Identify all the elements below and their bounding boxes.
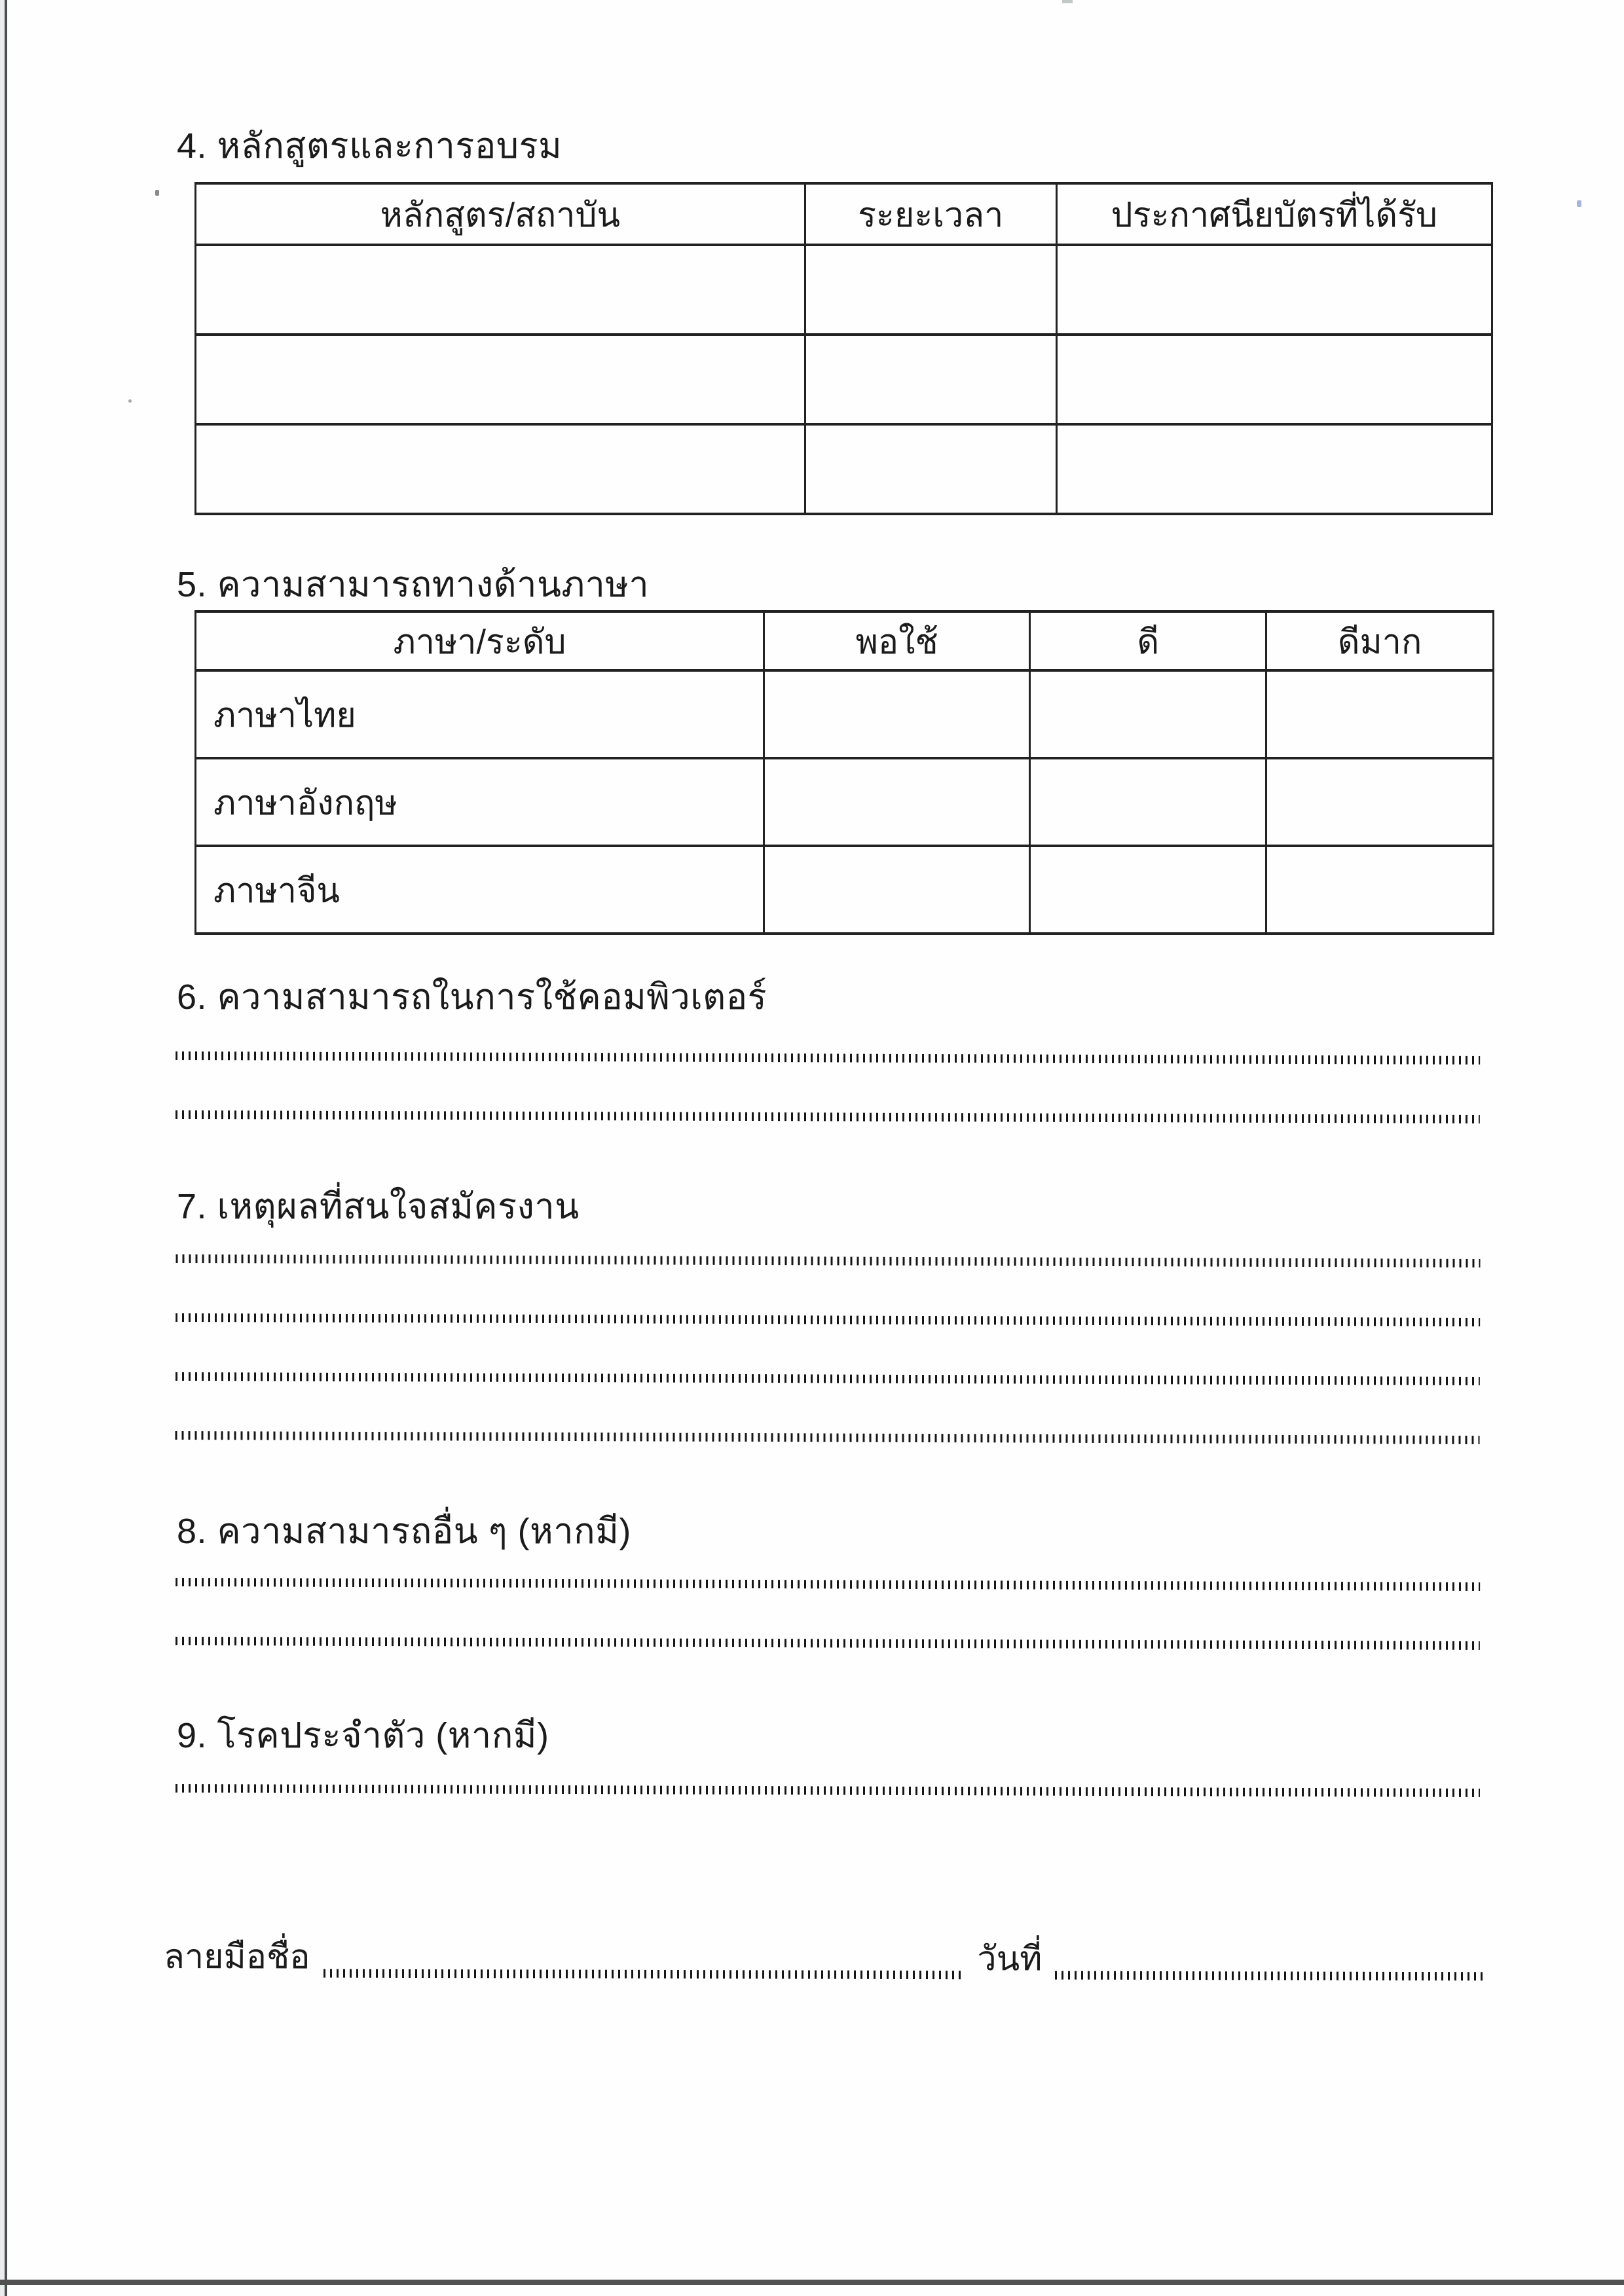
table-cell bbox=[764, 670, 1030, 758]
table-cell bbox=[1056, 335, 1492, 424]
section-9-writing-lines bbox=[175, 1784, 1480, 1797]
table-cell bbox=[1030, 846, 1266, 934]
dotted-writing-line bbox=[175, 1051, 1480, 1065]
table-row-chinese bbox=[196, 846, 1494, 934]
section-7-heading: 7. เหตุผลที่สนใจสมัครงาน bbox=[177, 1187, 580, 1226]
section-5-heading: 5. ความสามารถทางด้านภาษา bbox=[177, 565, 650, 604]
signature-row bbox=[164, 1929, 1486, 1986]
row-label-chinese: ภาษาจีน bbox=[196, 846, 764, 934]
scan-edge-bottom-line bbox=[0, 2280, 1624, 2285]
table-cell bbox=[196, 245, 805, 335]
section-8-heading: 8. ความสามารถอื่น ๆ (หากมี) bbox=[177, 1512, 631, 1551]
dotted-writing-line bbox=[175, 1637, 1480, 1650]
column-header-certificate: ประกาศนียบัตรที่ได้รับ bbox=[1056, 183, 1492, 245]
signature-label: ลายมือชื่อ bbox=[163, 1938, 310, 1977]
section-9-heading: 9. โรคประจำตัว (หากมี) bbox=[177, 1716, 549, 1755]
table-cell bbox=[805, 335, 1056, 424]
date-label: วันที่ bbox=[977, 1940, 1043, 1978]
table-cell bbox=[1030, 670, 1266, 758]
table-cell bbox=[764, 846, 1030, 934]
dotted-writing-line bbox=[175, 1254, 1480, 1267]
table-cell bbox=[805, 424, 1056, 514]
table-cell bbox=[1266, 758, 1494, 846]
scan-tick-top bbox=[1062, 0, 1073, 3]
section-8-writing-lines bbox=[175, 1578, 1480, 1650]
table-row bbox=[196, 245, 1492, 335]
training-table-header-row bbox=[196, 183, 1492, 245]
language-table bbox=[194, 610, 1494, 935]
signature-dotted-line bbox=[323, 1969, 961, 1980]
table-row bbox=[196, 335, 1492, 424]
column-header-language-level: ภาษา/ระดับ bbox=[196, 611, 764, 670]
table-cell bbox=[1056, 424, 1492, 514]
table-cell bbox=[196, 335, 805, 424]
dotted-writing-line bbox=[175, 1578, 1480, 1591]
dotted-writing-line bbox=[175, 1313, 1480, 1326]
table-cell bbox=[1056, 245, 1492, 335]
table-cell bbox=[196, 424, 805, 514]
table-row bbox=[196, 424, 1492, 514]
section-6-writing-lines bbox=[175, 1051, 1480, 1123]
scan-speck bbox=[155, 190, 159, 196]
table-cell bbox=[1266, 670, 1494, 758]
column-header-fair: พอใช้ bbox=[764, 611, 1030, 670]
column-header-very-good: ดีมาก bbox=[1266, 611, 1494, 670]
column-header-course-institute: หลักสูตร/สถาบัน bbox=[196, 183, 805, 245]
scan-edge-left-pale bbox=[0, 0, 5, 2296]
table-row-english bbox=[196, 758, 1494, 846]
dotted-writing-line bbox=[175, 1784, 1480, 1797]
table-cell bbox=[764, 758, 1030, 846]
table-cell bbox=[1266, 846, 1494, 934]
dotted-writing-line bbox=[175, 1372, 1480, 1385]
section-4-heading: 4. หลักสูตรและการอบรม bbox=[177, 126, 563, 166]
language-table-header-row bbox=[196, 611, 1494, 670]
scan-edge-left-line bbox=[5, 0, 7, 2296]
row-label-thai: ภาษาไทย bbox=[196, 670, 764, 758]
row-label-english: ภาษาอังกฤษ bbox=[196, 758, 764, 846]
dotted-writing-line bbox=[175, 1110, 1480, 1123]
date-dotted-line bbox=[1055, 1971, 1486, 1981]
table-cell bbox=[805, 245, 1056, 335]
training-table bbox=[194, 182, 1493, 515]
table-row-thai bbox=[196, 670, 1494, 758]
table-cell bbox=[1030, 758, 1266, 846]
scan-speck bbox=[1577, 200, 1581, 207]
column-header-good: ดี bbox=[1030, 611, 1266, 670]
section-7-writing-lines bbox=[175, 1254, 1481, 1444]
column-header-duration: ระยะเวลา bbox=[805, 183, 1056, 245]
scan-speck bbox=[128, 399, 132, 403]
dotted-writing-line bbox=[175, 1431, 1480, 1444]
section-6-heading: 6. ความสามารถในการใช้คอมพิวเตอร์ bbox=[177, 977, 767, 1017]
